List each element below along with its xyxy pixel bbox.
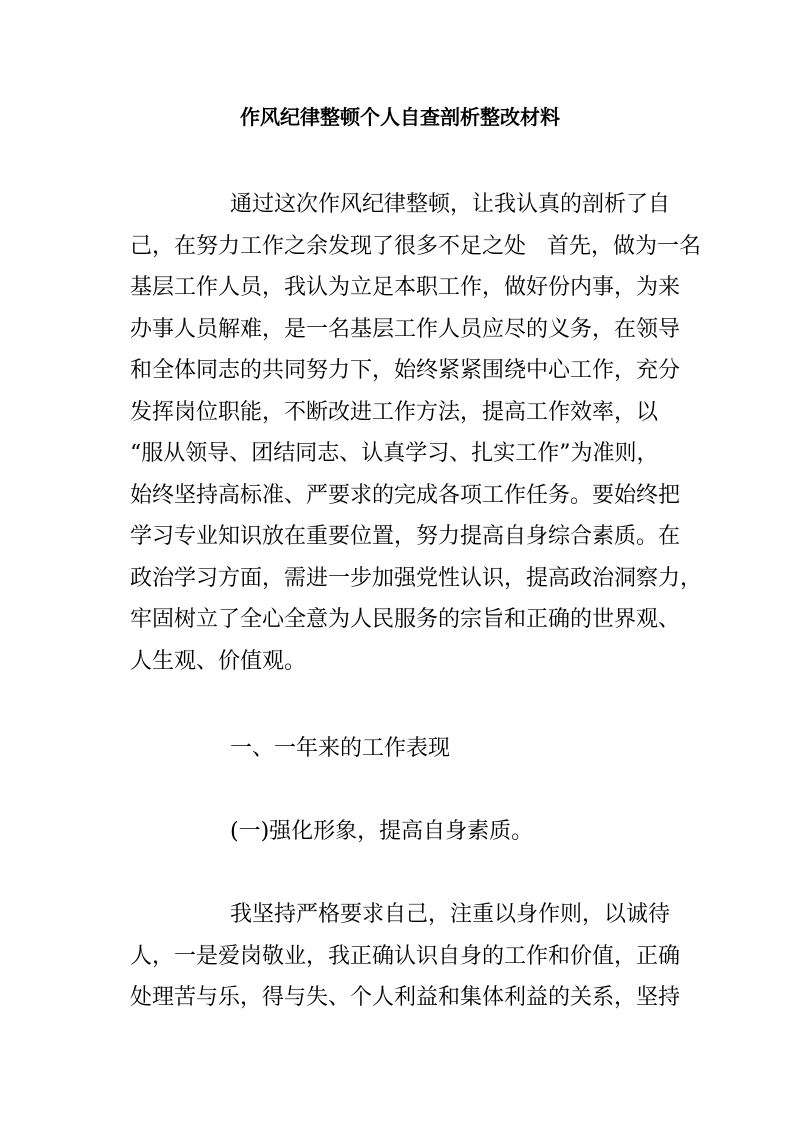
paragraph-line: 处理苦与乐，得与失、个人利益和集体利益的关系，坚持: [130, 985, 681, 1010]
paragraph-line: 人，一是爱岗敬业，我正确认识自身的工作和价值，正确: [130, 943, 681, 969]
paragraph-line: 通过这次作风纪律整顿，让我认真的剖析了自: [230, 192, 671, 217]
paragraph-line: 己，在努力工作之余发现了很多不足之处 首先，做为一名: [130, 233, 701, 259]
paragraph-line: 发挥岗位职能，不断改进工作方法，提高工作效率，以: [130, 399, 659, 425]
subsection-heading-1: [130, 811, 662, 853]
paragraph-line: 我坚持严格要求自己，注重以身作则，以诚待: [230, 902, 671, 927]
paragraph-line: 牢固树立了全心全意为人民服务的宗旨和正确的世界观、: [130, 607, 681, 632]
paragraph-line: 政治学习方面，需进一步加强党性认识，提高政治洞察力，: [130, 565, 703, 591]
paragraph-body: [130, 894, 681, 1019]
section-heading-1: [130, 728, 662, 770]
subsection-heading-text: (一)强化形象，提高自身素质。: [230, 819, 534, 844]
paragraph-line: 学习专业知识放在重要位置，努力提高自身综合素质。在: [130, 524, 681, 549]
paragraph-line: 办事人员解难，是一名基层工作人员应尽的义务，在领导: [130, 316, 681, 342]
section-heading-text: 一、一年来的工作表现: [230, 736, 451, 761]
paragraph-line: 和全体同志的共同努力下，始终紧紧围绕中心工作，充分: [130, 358, 681, 383]
paragraph-line: 始终坚持高标准、严要求的完成各项工作任务。要始终把: [130, 482, 681, 508]
paragraph-line: “服从领导、团结同志、认真学习、扎实工作”为准则，: [130, 441, 659, 466]
paragraph-line: 基层工作人员，我认为立足本职工作，做好份内事，为来: [130, 275, 681, 300]
paragraph-line: 人生观、价值观。: [130, 648, 307, 674]
document-title: 作风纪律整顿个人自查剖析整改材料: [240, 105, 560, 129]
paragraph-intro: [130, 184, 703, 682]
